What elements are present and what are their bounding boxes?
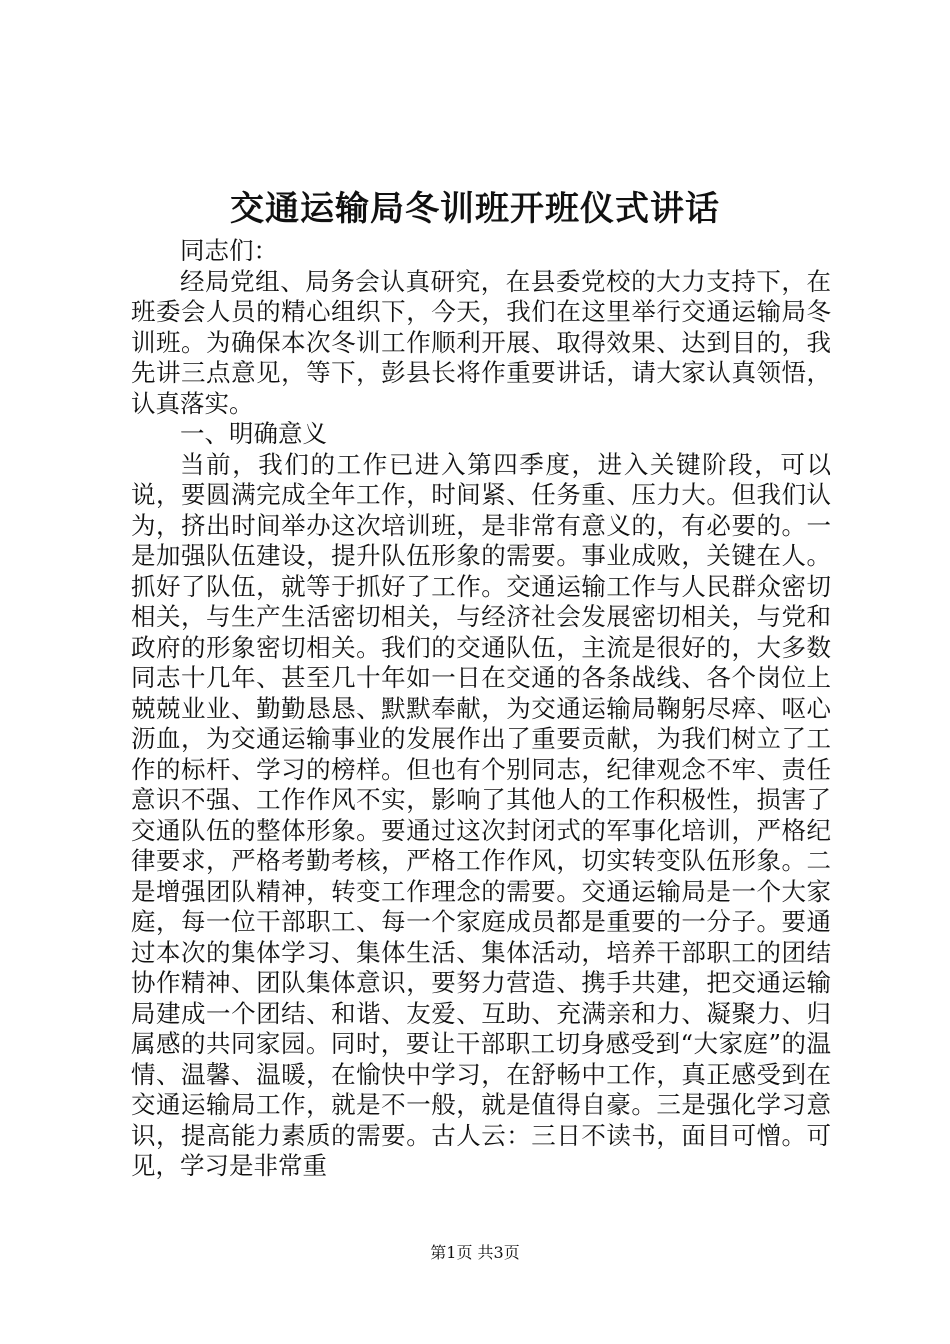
intro-paragraph: 经局党组、局务会认真研究，在县委党校的大力支持下，在班委会人员的精心组织下，今天，我们在这里举行交通运输局冬训班。为确保本次冬训工作顺利开展、取得效果、达到目的，我先讲三点意见，等下，彭县长将作重要讲话，请大家认真领悟，认真落实。	[131, 266, 831, 418]
body-paragraph: 当前，我们的工作已进入第四季度，进入关键阶段，可以说，要圆满完成全年工作，时间紧、任务重、压力大。但我们认为，挤出时间举办这次培训班，是非常有意义的，有必要的。一是加强队伍建设，提升队伍形象的需要。事业成败，关键在人。抓好了队伍，就等于抓好了工作。交通运输工作与人民群众密切相关，与生产生活密切相关，与经济社会发展密切相关，与党和政府的形象密切相关。我们的交通队伍，主流是很好的，大多数同志十几年、甚至几十年如一日在交通的各条战线、各个岗位上兢兢业业、勤勤恳恳、默默奉献，为交通运输局鞠躬尽瘁、呕心沥血，为交通运输事业的发展作出了重要贡献，为我们树立了工作的标杆、学习的榜样。但也有个别同志，纪律观念不牢、责任意识不强、工作作风不实，影响了其他人的工作积极性，损害了交通队伍的整体形象。要通过这次封闭式的军事化培训，严格纪律要求，严格考勤考核，严格工作作风，切实转变队伍形象。二是增强团队精神，转变工作理念的需要。交通运输局是一个大家庭，每一位干部职工、每一个家庭成员都是重要的一分子。要通过本次的集体学习、集体生活、集体活动，培养干部职工的团结协作精神、团队集体意识，要努力营造、携手共建，把交通运输局建成一个团结、和谐、友爱、互助、充满亲和力、凝聚力、归属感的共同家园。同时，要让干部职工切身感受到“大家庭”的温情、温馨、温暖，在愉快中学习，在舒畅中工作，真正感受到在交通运输局工作，就是不一般，就是值得自豪。三是强化学习意识，提高能力素质的需要。古人云：三日不读书，面目可憎。可见，学习是非常重	[131, 449, 831, 1180]
document-body	[131, 236, 831, 1182]
salutation: 同志们：	[180, 236, 278, 265]
document-title: 交通运输局冬训班开班仪式讲话	[230, 189, 720, 229]
section-heading: 一、明确意义	[180, 419, 327, 448]
page-footer: 第1页 共3页	[430, 1243, 520, 1262]
